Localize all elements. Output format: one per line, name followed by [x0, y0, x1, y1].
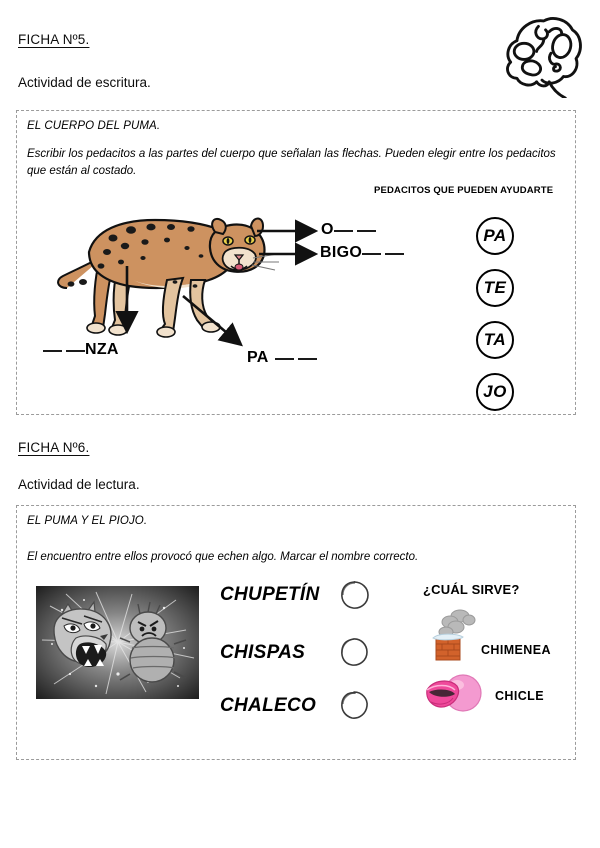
option-label-chaleco: CHALECO: [220, 695, 317, 716]
blank: [275, 358, 294, 360]
label-ojo: [321, 221, 376, 239]
ficha5-box: [16, 110, 576, 415]
blank: [66, 350, 85, 352]
label-pata: [247, 349, 317, 367]
blank: [298, 358, 317, 360]
label-pata-prefix: PA: [247, 349, 269, 366]
option-label-chupetin: CHUPETÍN: [220, 584, 320, 605]
syllable-token-te[interactable]: [476, 269, 514, 307]
option-circle-chispas[interactable]: [339, 637, 369, 667]
option-label-chispas: CHISPAS: [220, 642, 306, 663]
bubblegum-icon: [421, 670, 487, 716]
blank: [362, 253, 381, 255]
syllable-token-ta[interactable]: [476, 321, 514, 359]
ficha6-box-title: EL PUMA Y EL PIOJO.: [27, 515, 148, 527]
option-circle-chaleco[interactable]: [339, 690, 369, 720]
syllable-label: TE: [483, 278, 507, 297]
ficha5-activity: Actividad de escritura.: [18, 75, 151, 90]
blank: [334, 230, 353, 232]
ficha5-box-title: EL CUERPO DEL PUMA.: [27, 120, 161, 132]
ficha6-title: FICHA Nº6.: [18, 440, 90, 455]
pointer-arrows: [17, 111, 577, 416]
syllable-label: JO: [483, 382, 507, 401]
brain-icon: [496, 12, 588, 98]
blank: [43, 350, 62, 352]
syllable-label: TA: [483, 330, 507, 349]
label-bigote-prefix: BIGO: [320, 244, 363, 261]
puma-and-louse-photo: [36, 586, 199, 699]
label-panza: [43, 341, 119, 359]
blank: [385, 253, 404, 255]
option-circle-chupetin[interactable]: [339, 580, 369, 610]
ficha5-instructions: Escribir los pedacitos a las partes del cuerpo que señalan las flechas. Pueden elegir entre los pedacitos que están al costado.: [27, 148, 556, 177]
chimney-icon: [426, 606, 482, 662]
label-bigote: [320, 244, 404, 262]
ficha6-instructions: El encuentro entre ellos provocó que echen algo. Marcar el nombre correcto.: [27, 551, 419, 563]
syllable-token-pa[interactable]: [476, 217, 514, 255]
syllable-token-jo[interactable]: [476, 373, 514, 411]
picture-label-chicle: CHICLE: [495, 689, 544, 703]
blank: [357, 230, 376, 232]
ficha6-box: [16, 505, 576, 760]
ficha5-helper-header: PEDACITOS QUE PUEDEN AYUDARTE: [374, 185, 554, 196]
ficha5-title: FICHA Nº5.: [18, 32, 90, 47]
syllable-label: PA: [483, 226, 507, 245]
label-panza-suffix: NZA: [85, 341, 119, 358]
ficha6-activity: Actividad de lectura.: [18, 477, 140, 492]
cual-sirve-title: ¿CUÁL SIRVE?: [423, 582, 520, 597]
picture-label-chimenea: CHIMENEA: [481, 643, 551, 657]
label-ojo-prefix: O: [321, 221, 334, 238]
